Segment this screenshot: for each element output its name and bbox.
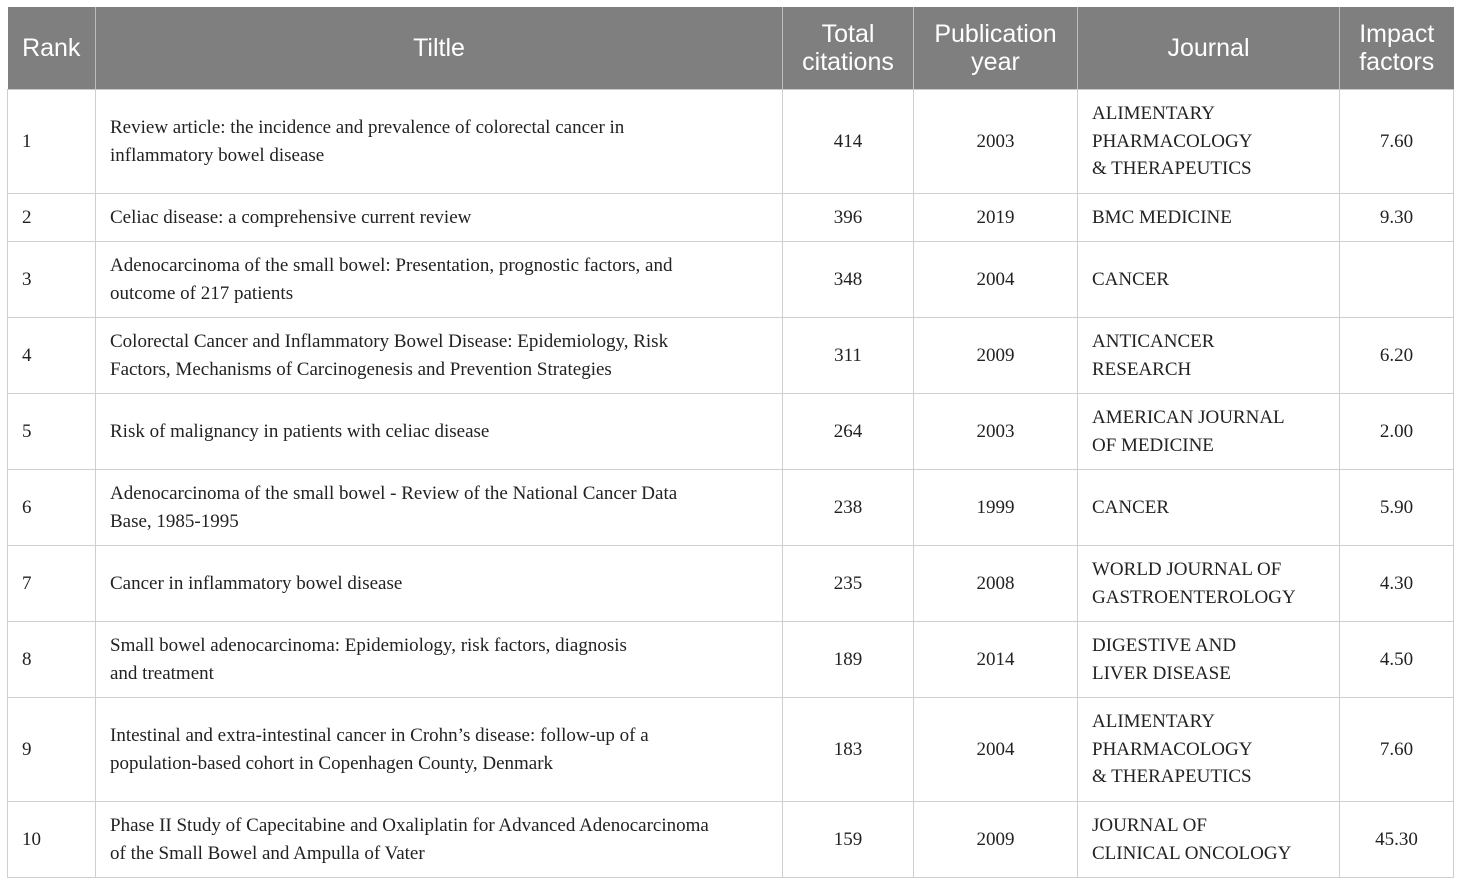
journal-cell — [1078, 546, 1340, 622]
total-citations-cell: 311 — [783, 318, 914, 394]
total-citations-cell: 183 — [783, 698, 914, 802]
journal-line: & THERAPEUTICS — [1092, 158, 1252, 180]
impact-factor-cell: 2.00 — [1340, 394, 1454, 470]
title-cell — [96, 394, 783, 470]
impact-factor-cell: 7.60 — [1340, 698, 1454, 802]
header-impact-factors-line: factors — [1359, 48, 1435, 76]
impact-factor-cell: 4.30 — [1340, 546, 1454, 622]
journal-line: CLINICAL ONCOLOGY — [1092, 842, 1292, 864]
title-line: and treatment — [110, 662, 214, 684]
publication-year-cell: 2004 — [914, 242, 1078, 318]
title-line: Cancer in inflammatory bowel disease — [110, 572, 403, 594]
journal-line: GASTROENTEROLOGY — [1092, 586, 1296, 608]
total-citations-cell: 159 — [783, 802, 914, 878]
rank-cell: 8 — [8, 622, 96, 698]
title-cell — [96, 698, 783, 802]
journal-line: LIVER DISEASE — [1092, 662, 1231, 684]
rank-cell: 9 — [8, 698, 96, 802]
title-line: Risk of malignancy in patients with celiac disease — [110, 420, 490, 442]
rank-cell: 5 — [8, 394, 96, 470]
total-citations-cell: 235 — [783, 546, 914, 622]
journal-cell — [1078, 470, 1340, 546]
journal-cell — [1078, 802, 1340, 878]
header-publication-year — [914, 7, 1078, 90]
journal-line: & THERAPEUTICS — [1092, 766, 1252, 788]
table-row — [8, 802, 1454, 878]
impact-factor-cell: 9.30 — [1340, 194, 1454, 242]
title-line: of the Small Bowel and Ampulla of Vater — [110, 842, 425, 864]
rank-cell: 4 — [8, 318, 96, 394]
title-line: inflammatory bowel disease — [110, 144, 325, 166]
journal-cell — [1078, 394, 1340, 470]
journal-line: JOURNAL OF — [1092, 815, 1207, 836]
citations-table-container — [7, 7, 1453, 878]
journal-line: AMERICAN JOURNAL — [1092, 407, 1285, 428]
title-line: Small bowel adenocarcinoma: Epidemiology, risk factors, diagnosis — [110, 635, 627, 656]
rank-cell: 2 — [8, 194, 96, 242]
header-row — [8, 7, 1454, 90]
impact-factor-cell: 4.50 — [1340, 622, 1454, 698]
title-cell — [96, 318, 783, 394]
journal-line: ALIMENTARY — [1092, 711, 1216, 733]
rank-cell: 3 — [8, 242, 96, 318]
total-citations-cell: 238 — [783, 470, 914, 546]
publication-year-cell: 2009 — [914, 318, 1078, 394]
journal-cell — [1078, 698, 1340, 802]
table-row — [8, 90, 1454, 194]
title-cell — [96, 194, 783, 242]
title-cell — [96, 546, 783, 622]
journal-line: BMC MEDICINE — [1092, 206, 1232, 228]
impact-factor-cell — [1340, 242, 1454, 318]
header-impact-factors — [1340, 7, 1454, 90]
top-cited-articles-table — [7, 7, 1454, 878]
title-line: population-based cohort in Copenhagen County, Denmark — [110, 752, 554, 774]
journal-line: RESEARCH — [1092, 358, 1192, 380]
title-line: Factors, Mechanisms of Carcinogenesis and Prevention Strategies — [110, 358, 612, 380]
journal-line: ANTICANCER — [1092, 331, 1215, 352]
total-citations-cell: 396 — [783, 194, 914, 242]
header-publication-year-line: Publication — [934, 20, 1057, 48]
header-total-citations-line: Total — [821, 20, 875, 48]
journal-cell — [1078, 318, 1340, 394]
journal-line: PHARMACOLOGY — [1092, 130, 1253, 152]
title-cell — [96, 622, 783, 698]
title-line: Base, 1985-1995 — [110, 510, 239, 532]
header-title: Tiltle — [96, 7, 783, 90]
total-citations-cell: 189 — [783, 622, 914, 698]
rank-cell: 7 — [8, 546, 96, 622]
table-row — [8, 242, 1454, 318]
rank-cell: 6 — [8, 470, 96, 546]
journal-line: OF MEDICINE — [1092, 434, 1214, 456]
table-row — [8, 394, 1454, 470]
journal-cell — [1078, 90, 1340, 194]
header-journal: Journal — [1078, 7, 1340, 90]
header-publication-year-line: year — [971, 48, 1020, 76]
title-line: Phase II Study of Capecitabine and Oxaliplatin for Advanced Adenocarcinoma — [110, 815, 709, 836]
impact-factor-cell: 45.30 — [1340, 802, 1454, 878]
journal-line: CANCER — [1092, 268, 1170, 290]
journal-line: CANCER — [1092, 496, 1170, 518]
journal-cell — [1078, 622, 1340, 698]
header-total-citations — [783, 7, 914, 90]
table-row — [8, 698, 1454, 802]
title-cell — [96, 802, 783, 878]
title-cell — [96, 242, 783, 318]
journal-line: WORLD JOURNAL OF — [1092, 559, 1282, 580]
rank-cell: 1 — [8, 90, 96, 194]
journal-cell — [1078, 242, 1340, 318]
title-line: Adenocarcinoma of the small bowel: Presentation, prognostic factors, and — [110, 255, 673, 276]
header-impact-factors-line: Impact — [1359, 20, 1435, 48]
publication-year-cell: 2008 — [914, 546, 1078, 622]
impact-factor-cell: 6.20 — [1340, 318, 1454, 394]
title-line: Review article: the incidence and prevalence of colorectal cancer in — [110, 117, 625, 138]
title-cell — [96, 470, 783, 546]
publication-year-cell: 2019 — [914, 194, 1078, 242]
publication-year-cell: 2009 — [914, 802, 1078, 878]
table-row — [8, 194, 1454, 242]
rank-cell: 10 — [8, 802, 96, 878]
journal-line: PHARMACOLOGY — [1092, 738, 1253, 760]
journal-line: DIGESTIVE AND — [1092, 635, 1237, 656]
title-line: outcome of 217 patients — [110, 282, 294, 304]
table-row — [8, 546, 1454, 622]
impact-factor-cell: 5.90 — [1340, 470, 1454, 546]
table-body — [8, 90, 1454, 878]
total-citations-cell: 264 — [783, 394, 914, 470]
journal-cell — [1078, 194, 1340, 242]
publication-year-cell: 1999 — [914, 470, 1078, 546]
table-row — [8, 622, 1454, 698]
journal-line: ALIMENTARY — [1092, 103, 1216, 125]
table-row — [8, 470, 1454, 546]
title-line: Adenocarcinoma of the small bowel - Review of the National Cancer Data — [110, 483, 678, 504]
header-rank: Rank — [8, 7, 96, 90]
title-line: Colorectal Cancer and Inflammatory Bowel Disease: Epidemiology, Risk — [110, 331, 669, 352]
title-cell — [96, 90, 783, 194]
header-total-citations-line: citations — [802, 48, 894, 76]
publication-year-cell: 2003 — [914, 394, 1078, 470]
impact-factor-cell: 7.60 — [1340, 90, 1454, 194]
table-row — [8, 318, 1454, 394]
title-line: Intestinal and extra-intestinal cancer in Crohn’s disease: follow-up of a — [110, 725, 649, 746]
publication-year-cell: 2004 — [914, 698, 1078, 802]
title-line: Celiac disease: a comprehensive current review — [110, 206, 472, 228]
total-citations-cell: 348 — [783, 242, 914, 318]
total-citations-cell: 414 — [783, 90, 914, 194]
publication-year-cell: 2003 — [914, 90, 1078, 194]
publication-year-cell: 2014 — [914, 622, 1078, 698]
